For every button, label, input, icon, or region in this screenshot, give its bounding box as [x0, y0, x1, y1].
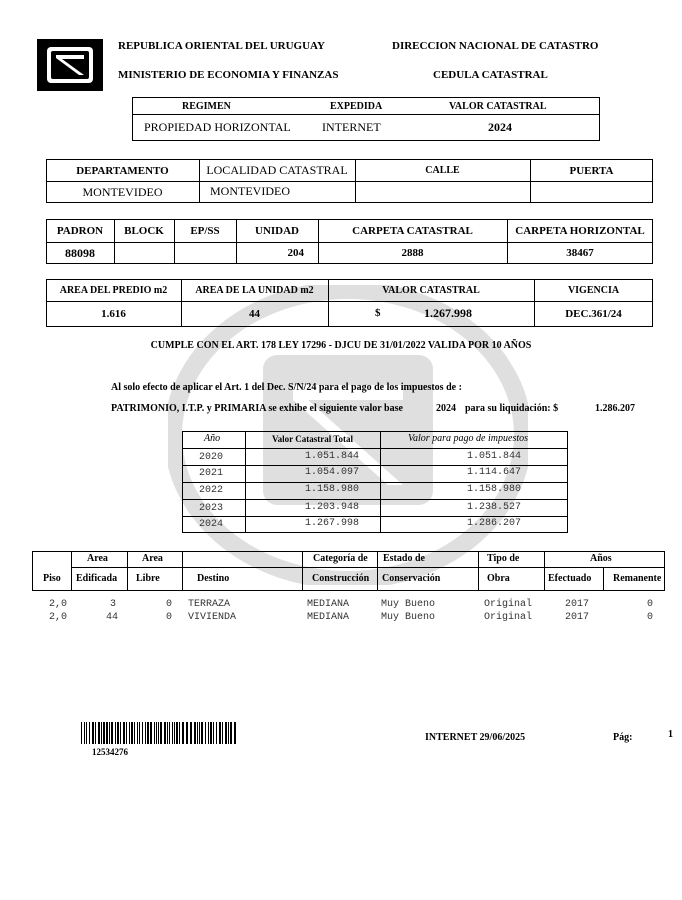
block-value: [114, 243, 174, 263]
validity-header: VIGENCIA: [567, 285, 620, 296]
block-header: BLOCK: [124, 225, 164, 237]
detail-work: Original: [484, 599, 533, 610]
locality-header: LOCALIDAD CATASTRAL: [206, 163, 348, 177]
detail-remaining: 0: [647, 612, 654, 623]
issued-date: INTERNET 29/06/2025: [425, 732, 526, 743]
street-value: [355, 182, 530, 203]
detail-built: 44: [106, 612, 119, 623]
history-total: 1.158.980: [305, 484, 360, 495]
padron-value: 88098: [65, 245, 95, 260]
unit-area-value: 44: [249, 308, 260, 320]
issued-header: EXPEDIDA: [330, 101, 383, 112]
details-col-remaining: Remanente: [613, 573, 662, 584]
details-col-free: Libre: [136, 573, 160, 584]
history-tax: 1.286.207: [467, 518, 522, 529]
details-col-done: Efectuado: [548, 573, 592, 584]
history-year: 2024: [199, 519, 224, 530]
history-tax: 1.114.647: [467, 467, 522, 478]
detail-built: 3: [110, 599, 117, 610]
detail-done: 2017: [565, 612, 590, 623]
unit-area-header: AREA DE LA UNIDAD m2: [195, 285, 314, 296]
page-label: Pág:: [613, 732, 633, 743]
detail-construction: MEDIANA: [307, 599, 350, 610]
locality-value: MONTEVIDEO: [210, 184, 290, 198]
regime-header: REGIMEN: [182, 101, 231, 112]
detail-free: 0: [166, 599, 173, 610]
barcode: [81, 722, 239, 744]
value-header: VALOR CATASTRAL: [449, 101, 547, 112]
department-value: MONTEVIDEO: [82, 185, 163, 199]
catastro-logo: [37, 39, 103, 91]
detail-conservation: Muy Bueno: [381, 599, 436, 610]
barcode-number: 12534276: [92, 747, 128, 757]
history-total: 1.203.948: [305, 502, 360, 513]
page-number: 1: [668, 729, 673, 740]
history-year: 2022: [199, 485, 224, 496]
org-name-catastro: DIRECCION NACIONAL DE CATASTRO: [392, 40, 599, 52]
epss-value: [174, 243, 236, 263]
lot-area-value: 1.616: [101, 308, 126, 320]
history-total: 1.267.998: [305, 518, 360, 529]
details-header-area-free: Area: [142, 553, 163, 564]
history-year: 2021: [199, 468, 224, 479]
currency-symbol: $: [375, 307, 381, 319]
details-header-years: Años: [590, 553, 612, 564]
tax-note-line2b: para su liquidación: $: [465, 403, 559, 414]
compliance-note: CUMPLE CON EL ART. 178 LEY 17296 - DJCU DE 31/01/2022 VALIDA POR 10 AÑOS: [150, 340, 532, 351]
details-col-built: Edificada: [76, 573, 118, 584]
department-header: DEPARTAMENTO: [76, 164, 169, 177]
history-tax: 1.158.980: [467, 484, 522, 495]
unit-header: UNIDAD: [255, 225, 299, 237]
carpeta-catastral-value: 2888: [401, 247, 424, 259]
tax-note-line2: PATRIMONIO, I.T.P. y PRIMARIA se exhibe el siguiente valor base: [111, 403, 403, 414]
tax-base-amount: 1.286.207: [595, 403, 635, 414]
door-header: PUERTA: [569, 164, 614, 177]
detail-floor: 2,0: [49, 612, 68, 623]
value-year: 2024: [488, 120, 512, 134]
padron-header: PADRON: [56, 225, 104, 237]
detail-floor: 2,0: [49, 599, 68, 610]
unit-value: 204: [287, 247, 304, 259]
tax-note-line1: Al solo efecto de aplicar el Art. 1 del Dec. S/N/24 para el pago de los impuestos de :: [111, 382, 462, 393]
document-title: CEDULA CATASTRAL: [433, 69, 548, 81]
history-total-header: Valor Catastral Total: [272, 434, 354, 444]
details-header-area-built: Area: [87, 553, 108, 564]
details-header-state: Estado de: [383, 553, 425, 564]
door-value: [530, 182, 653, 203]
details-header-type: Tipo de: [487, 553, 520, 564]
street-header: CALLE: [425, 165, 460, 176]
org-name-republic: REPUBLICA ORIENTAL DEL URUGUAY: [118, 40, 325, 52]
validity-value: DEC.361/24: [565, 308, 622, 320]
detail-conservation: Muy Bueno: [381, 612, 436, 623]
detail-work: Original: [484, 612, 533, 623]
lot-area-header: AREA DEL PREDIO m2: [59, 285, 168, 296]
carpeta-horizontal-header: CARPETA HORIZONTAL: [515, 225, 645, 237]
regime-value: PROPIEDAD HORIZONTAL: [144, 120, 291, 134]
catastral-value-amount: 1.267.998: [424, 306, 472, 320]
history-year: 2023: [199, 503, 224, 514]
history-tax-header: Valor para pago de impuestos: [408, 433, 528, 444]
history-year-header: Año: [204, 433, 221, 444]
detail-free: 0: [166, 612, 173, 623]
carpeta-horizontal-value: 38467: [566, 247, 594, 259]
history-tax: 1.051.844: [467, 451, 522, 462]
history-tax: 1.238.527: [467, 502, 522, 513]
history-year: 2020: [199, 452, 224, 463]
catastral-value-header: VALOR CATASTRAL: [382, 285, 480, 296]
epss-header: EP/SS: [190, 225, 220, 237]
org-name-ministry: MINISTERIO DE ECONOMIA Y FINANZAS: [118, 69, 339, 81]
carpeta-catastral-header: CARPETA CATASTRAL: [352, 225, 473, 237]
detail-destination: TERRAZA: [188, 599, 231, 610]
details-header-category: Categoría de: [313, 553, 368, 564]
detail-remaining: 0: [647, 599, 654, 610]
issued-value: INTERNET: [322, 120, 381, 134]
tax-year: 2024: [436, 403, 456, 414]
detail-construction: MEDIANA: [307, 612, 350, 623]
detail-done: 2017: [565, 599, 590, 610]
details-col-conservation: Conservación: [382, 573, 441, 584]
details-col-work: Obra: [487, 573, 510, 584]
detail-destination: VIVIENDA: [188, 612, 237, 623]
history-total: 1.051.844: [305, 451, 360, 462]
details-col-destination: Destino: [197, 573, 230, 584]
details-col-construction: Construcción: [312, 573, 370, 584]
details-col-floor: Piso: [43, 573, 61, 584]
history-total: 1.054.097: [305, 467, 360, 478]
